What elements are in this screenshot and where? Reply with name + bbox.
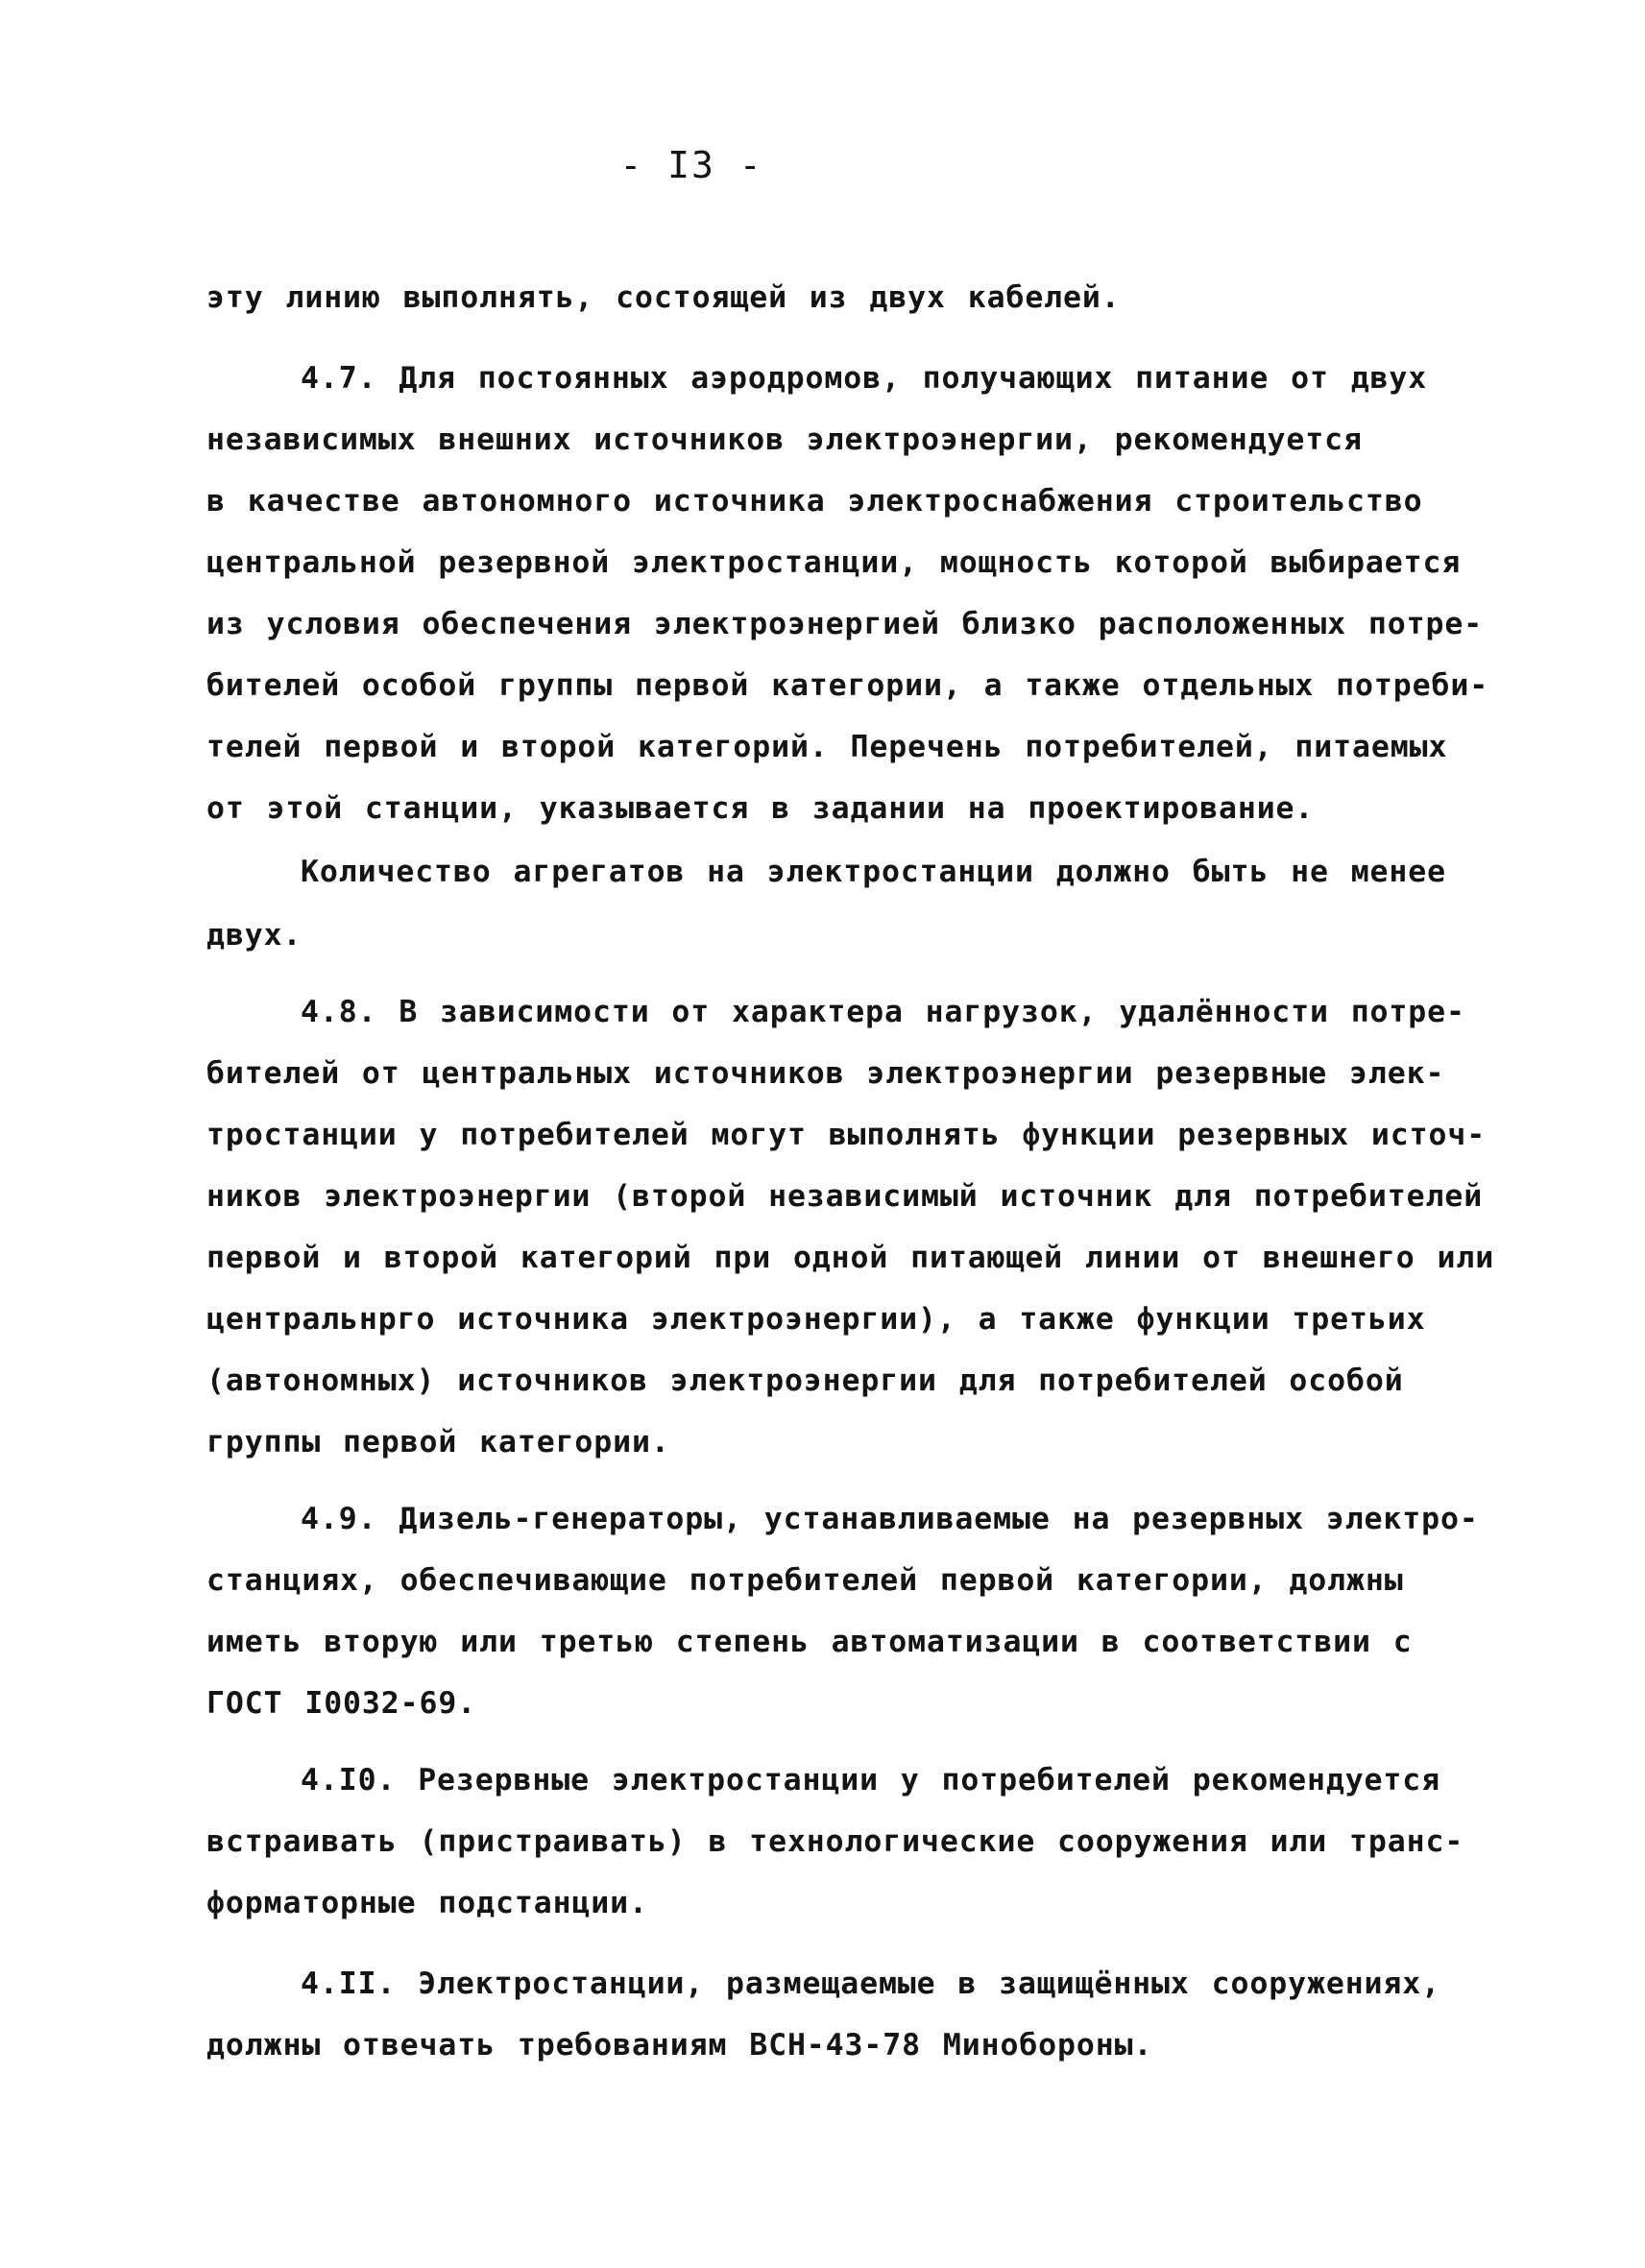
- text-line: эту линию выполнять, состоящей из двух кабелей.: [206, 280, 1121, 315]
- text-line: группы первой категории.: [206, 1425, 670, 1460]
- text-line: станциях, обеспечивающие потребителей первой категории, должны: [206, 1563, 1404, 1598]
- text-line: двух.: [206, 918, 302, 953]
- text-line: 4.II. Электростанции, размещаемые в защищённых сооружениях,: [301, 1966, 1441, 2001]
- text-line: бителей особой группы первой категории, а также отдельных потреби-: [206, 668, 1489, 703]
- page-number: - I3 -: [619, 144, 763, 186]
- text-line: первой и второй категорий при одной питающей линии от внешнего или: [206, 1241, 1495, 1275]
- text-line: в качестве автономного источника электроснабжения строительство: [206, 484, 1423, 519]
- text-line: иметь вторую или третью степень автоматизации в соответствии с: [206, 1625, 1413, 1659]
- text-line: встраивать (пристраивать) в технологические сооружения или транс-: [206, 1824, 1464, 1859]
- text-line: тростанции у потребителей могут выполнять функции резервных источ-: [206, 1118, 1487, 1152]
- text-line: форматорные подстанции.: [206, 1886, 648, 1920]
- text-line: 4.7. Для постоянных аэродромов, получающих питание от двух: [301, 361, 1428, 396]
- text-line: 4.8. В зависимости от характера нагрузок, удалённости потре-: [301, 995, 1465, 1029]
- text-line: центральной резервной электростанции, мощность которой выбирается: [206, 545, 1462, 580]
- text-line: Количество агрегатов на электростанции должно быть не менее: [301, 855, 1447, 889]
- text-line: независимых внешних источников электроэнергии, рекомендуется: [206, 422, 1363, 457]
- text-line: бителей от центральных источников электроэнергии резервные элек-: [206, 1056, 1445, 1091]
- text-line: из условия обеспечения электроэнергией близко расположенных потре-: [206, 607, 1484, 641]
- text-line: должны отвечать требованиям ВСН-43-78 Минобороны.: [206, 2028, 1153, 2063]
- text-line: (автономных) источников электроэнергии для потребителей особой: [206, 1363, 1404, 1398]
- text-line: 4.9. Дизель-генераторы, устанавливаемые на резервных электро-: [301, 1502, 1479, 1536]
- text-line: центральнрго источника электроэнергии), а также функции третьих: [206, 1302, 1426, 1337]
- text-line: 4.I0. Резервные электростанции у потребителей рекомендуется: [301, 1763, 1441, 1798]
- text-line: от этой станции, указывается в задании на проектирование.: [206, 791, 1315, 826]
- text-line: ГОСТ I0032-69.: [206, 1686, 477, 1721]
- text-line: ников электроэнергии (второй независимый источник для потребителей: [206, 1179, 1484, 1214]
- text-line: телей первой и второй категорий. Перечень потребителей, питаемых: [206, 730, 1448, 764]
